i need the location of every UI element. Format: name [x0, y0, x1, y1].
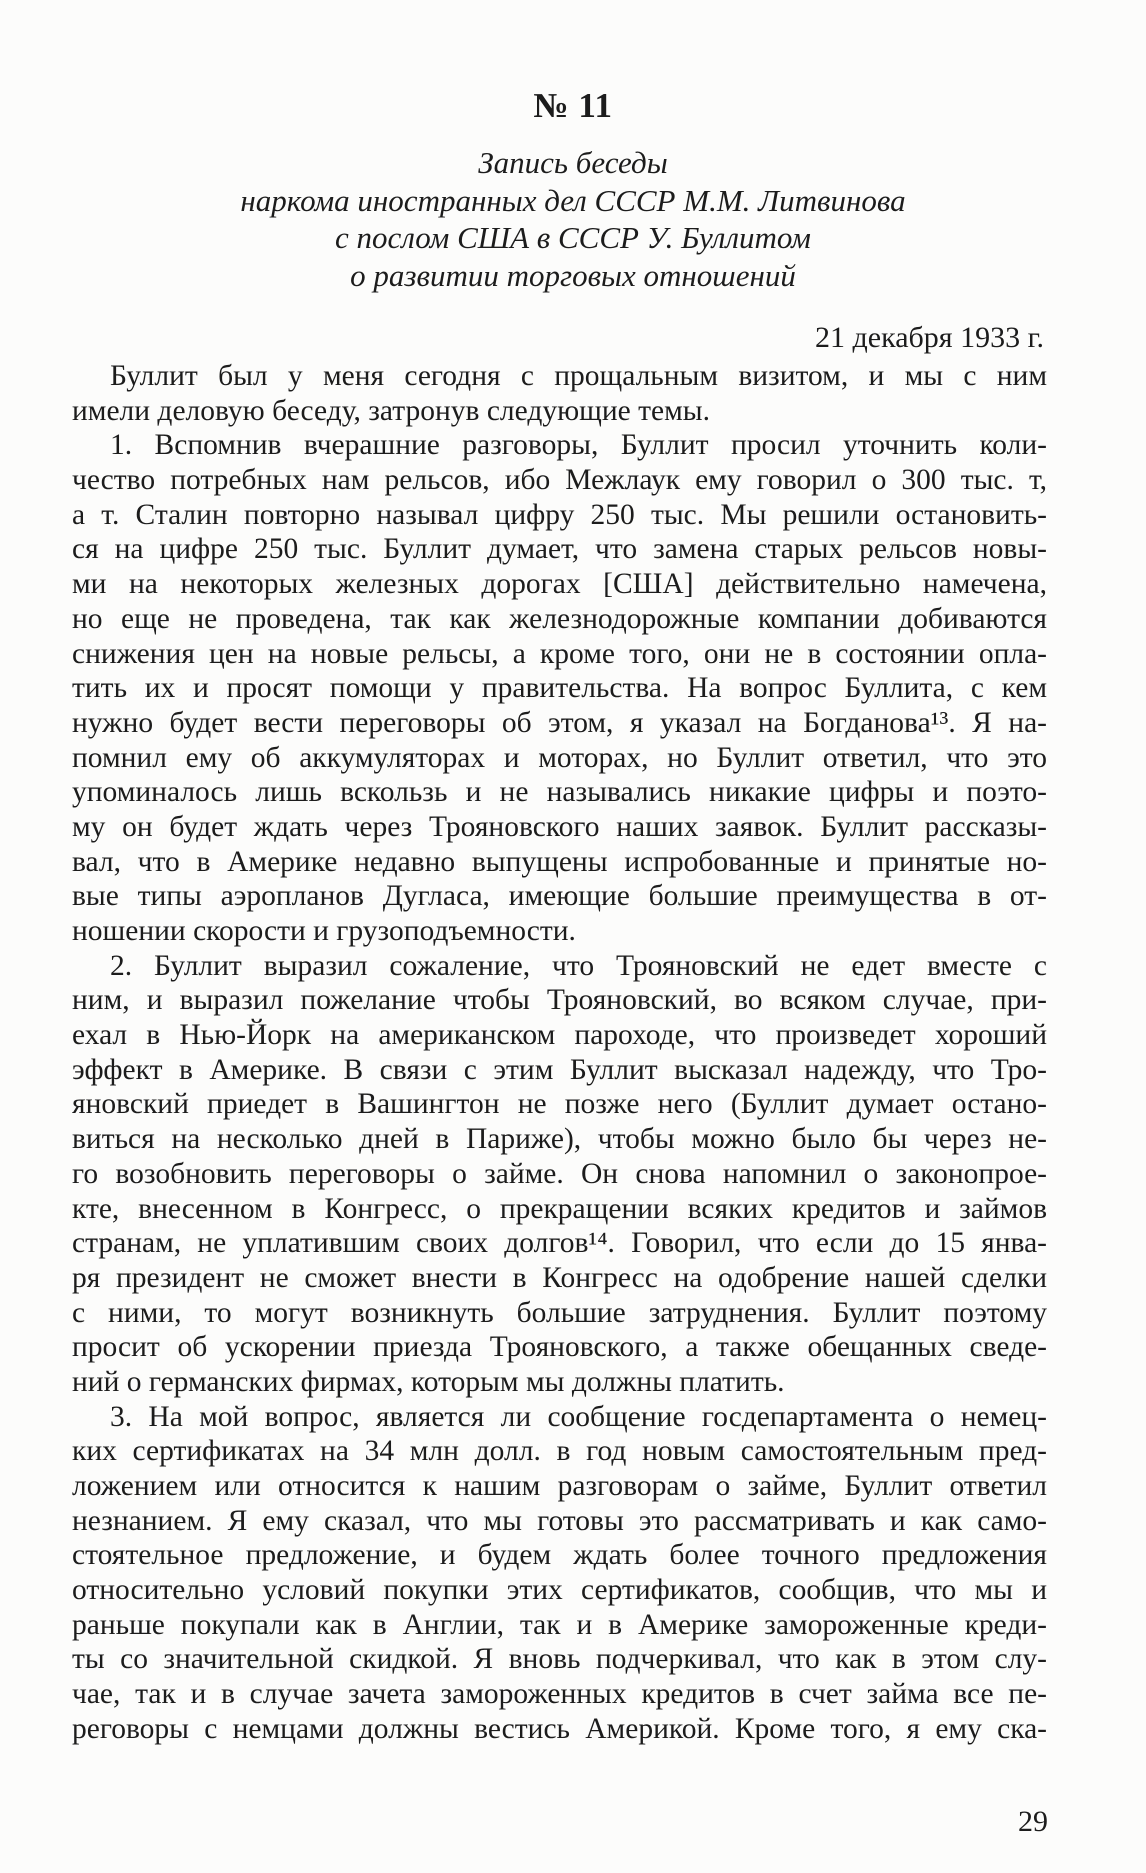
text-line: снижения цен на новые рельсы, а кроме того, они не в состоянии опла- — [72, 637, 1047, 670]
text-line: ехал в Нью-Йорк на американском пароходе, что произведет хороший — [72, 1019, 1047, 1052]
text-line: ним, и выразил пожелание чтобы Трояновский, во всяком случае, при- — [72, 984, 1047, 1017]
text-line: эффект в Америке. В связи с этим Буллит высказал надежду, что Тро- — [72, 1053, 1047, 1086]
text-line: помнил ему об аккумуляторах и моторах, но Буллит ответил, что это — [72, 741, 1047, 774]
body-text — [72, 359, 1047, 1747]
text-line: Буллит был у меня сегодня с прощальным визитом, и мы с ним — [110, 360, 1047, 392]
text-line: раньше покупали как в Англии, так и в Америке замороженные креди- — [72, 1608, 1047, 1641]
text-line: незнанием. Я ему сказал, что мы готовы это рассматривать и как само- — [72, 1504, 1047, 1537]
text-line: стоятельное предложение, и будем ждать более точного предложения — [72, 1539, 1047, 1572]
text-line: виться на несколько дней в Париже), чтобы можно было бы через не- — [72, 1123, 1047, 1156]
text-line: нужно будет вести переговоры об этом, я указал на Богданова¹³. Я на- — [72, 706, 1047, 739]
text-line: 1. Вспомнив вчерашние разговоры, Буллит просил уточнить коли- — [110, 429, 1047, 462]
title-line: о развитии торговых отношений — [350, 257, 796, 293]
text-line: 2. Буллит выразил сожаление, что Трояновский не едет вместе с — [110, 949, 1047, 982]
document-title — [90, 144, 1056, 294]
text-line: вые типы аэропланов Дугласа, имеющие большие преимущества в от- — [72, 880, 1047, 913]
text-line: тить их и просят помощи у правительства. На вопрос Буллита, с кем — [72, 672, 1047, 705]
page-number: 29 — [1018, 1805, 1048, 1838]
text-line: ких сертификатах на 34 млн долл. в год новым самостоятельным пред- — [72, 1435, 1047, 1468]
text-line: просит об ускорении приезда Трояновского, а также обещанных сведе- — [72, 1331, 1047, 1364]
title-line: наркома иностранных дел СССР М.М. Литвинова — [240, 182, 906, 218]
title-line: Запись беседы — [478, 145, 668, 180]
document-number: № 11 — [533, 86, 613, 125]
text-line: 3. На мой вопрос, является ли сообщение госдепартамента о немец- — [110, 1400, 1047, 1433]
text-line: чество потребных нам рельсов, ибо Межлаук ему говорил о 300 тыс. т, — [72, 464, 1047, 497]
text-line: ний о германских фирмах, которым мы должны платить. — [72, 1365, 785, 1398]
text-line: вал, что в Америке недавно выпущены испробованные и принятые но- — [72, 845, 1047, 878]
text-line: ря президент не сможет внести в Конгресс на одобрение нашей сделки — [72, 1261, 1047, 1294]
text-line: странам, не уплатившим своих долгов¹⁴. Говорил, что если до 15 янва- — [72, 1227, 1047, 1260]
text-line: ты со значительной скидкой. Я вновь подчеркивал, что как в этом слу- — [72, 1643, 1047, 1676]
text-line: кте, внесенном в Конгресс, о прекращении всяких кредитов и займов — [72, 1192, 1047, 1225]
text-line: имели деловую беседу, затронув следующие темы. — [72, 394, 710, 427]
text-line: а т. Сталин повторно называл цифру 250 тыс. Мы решили остановить- — [72, 498, 1047, 531]
document-date: 21 декабря 1933 г. — [815, 321, 1044, 354]
text-line: реговоры с немцами должны вестись Америкой. Кроме того, я ему ска- — [72, 1712, 1047, 1745]
text-line: го возобновить переговоры о займе. Он снова напомнил о законопрое- — [72, 1157, 1047, 1190]
text-line: но еще не проведена, так как железнодорожные компании добиваются — [72, 602, 1047, 635]
text-line: яновский приедет в Вашингтон не позже него (Буллит думает остано- — [72, 1088, 1047, 1121]
text-line: ношении скорости и грузоподъемности. — [72, 915, 576, 947]
text-line: ся на цифре 250 тыс. Буллит думает, что замена старых рельсов новы- — [72, 533, 1047, 566]
title-line: с послом США в СССР У. Буллитом — [335, 220, 811, 255]
text-line: упоминалось лишь вскользь и не назывались никакие цифры и поэто- — [72, 776, 1047, 809]
text-line: чае, так и в случае зачета замороженных кредитов в счет займа все пе- — [72, 1678, 1047, 1711]
text-line: относительно условий покупки этих сертификатов, сообщив, что мы и — [72, 1574, 1047, 1607]
text-line: му он будет ждать через Трояновского наших заявок. Буллит рассказы- — [72, 810, 1047, 843]
text-line: ложением или относится к нашим разговорам о займе, Буллит ответил — [72, 1470, 1047, 1502]
text-line: с ними, то могут возникнуть большие затруднения. Буллит поэтому — [72, 1296, 1047, 1329]
text-line: ми на некоторых железных дорогах [США] действительно намечена, — [72, 568, 1047, 601]
